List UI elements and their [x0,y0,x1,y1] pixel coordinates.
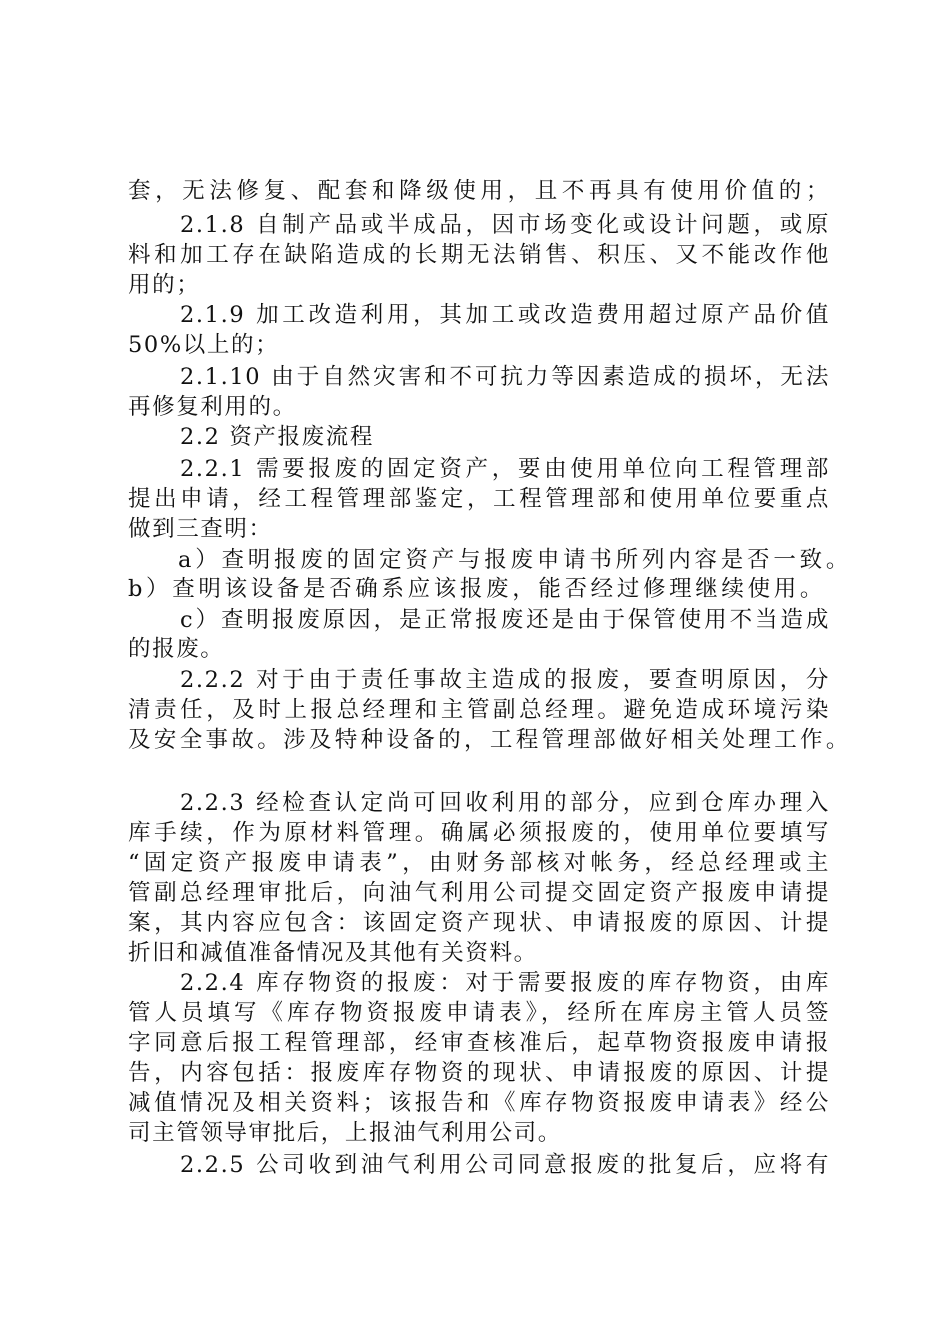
text-line: 司主管领导审批后，上报油气利用公司。 [128,1120,562,1146]
text-line: 折旧和减值准备情况及其他有关资料。 [128,940,538,966]
text-line: 2.2.2 对于由于责任事故主造成的报废，要查明原因，分 [180,667,830,693]
text-line: 2.1.8 自制产品或半成品，因市场变化或设计问题，或原 [180,212,830,238]
text-line: 2.2.4 库存物资的报废：对于需要报废的库存物资，由库 [180,970,830,996]
text-line: 做到三查明： [128,516,273,542]
text-line: 管人员填写《库存物资报废申请表》，经所在库房主管人员签 [128,1000,830,1026]
text-line: 清责任，及时上报总经理和主管副总经理。避免造成环境污染 [128,697,830,723]
text-line: c）查明报废原因，是正常报废还是由于保管使用不当造成 [180,607,830,633]
text-line: 减值情况及相关资料；该报告和《库存物资报废申请表》经公 [128,1090,830,1116]
text-line: a）查明报废的固定资产与报废申请书所列内容是否一致。 [178,547,850,573]
text-line: 2.2.3 经检查认定尚可回收利用的部分，应到仓库办理入 [180,790,830,816]
text-line: b）查明该设备是否确系应该报废，能否经过修理继续使用。 [128,576,824,602]
text-line: 的报废。 [128,636,225,662]
text-line: 2.2.5 公司收到油气利用公司同意报废的批复后，应将有 [180,1152,830,1178]
text-line: 用的； [128,272,201,298]
text-line: 案，其内容应包含：该固定资产现状、申请报废的原因、计提 [128,910,830,936]
text-line: 料和加工存在缺陷造成的长期无法销售、积压、又不能改作他 [128,242,830,268]
text-line: 2.1.9 加工改造利用，其加工或改造费用超过原产品价值 [180,302,830,328]
text-line: “固定资产报废申请表”，由财务部核对帐务，经总经理或主 [128,850,830,876]
text-line: 提出申请，经工程管理部鉴定，工程管理部和使用单位要重点 [128,486,830,512]
text-line: 50%以上的； [128,332,280,358]
text-line: 及安全事故。涉及特种设备的，工程管理部做好相关处理工作。 [128,727,850,753]
text-line: 库手续，作为原材料管理。确属必须报废的，使用单位要填写 [128,820,830,846]
section-heading: 2.2 资产报废流程 [180,424,374,450]
text-line: 2.2.1 需要报废的固定资产，要由使用单位向工程管理部 [180,456,830,482]
text-line: 再修复利用的。 [128,394,297,420]
text-line: 告，内容包括：报废库存物资的现状、申请报废的原因、计提 [128,1060,830,1086]
text-line: 套，无法修复、配套和降级使用，且不再具有使用价值的； [128,178,830,204]
text-line: 2.1.10 由于自然灾害和不可抗力等因素造成的损坏，无法 [180,364,830,390]
text-line: 字同意后报工程管理部，经审查核准后，起草物资报废申请报 [128,1030,830,1056]
text-line: 管副总经理审批后，向油气利用公司提交固定资产报废申请提 [128,880,830,906]
